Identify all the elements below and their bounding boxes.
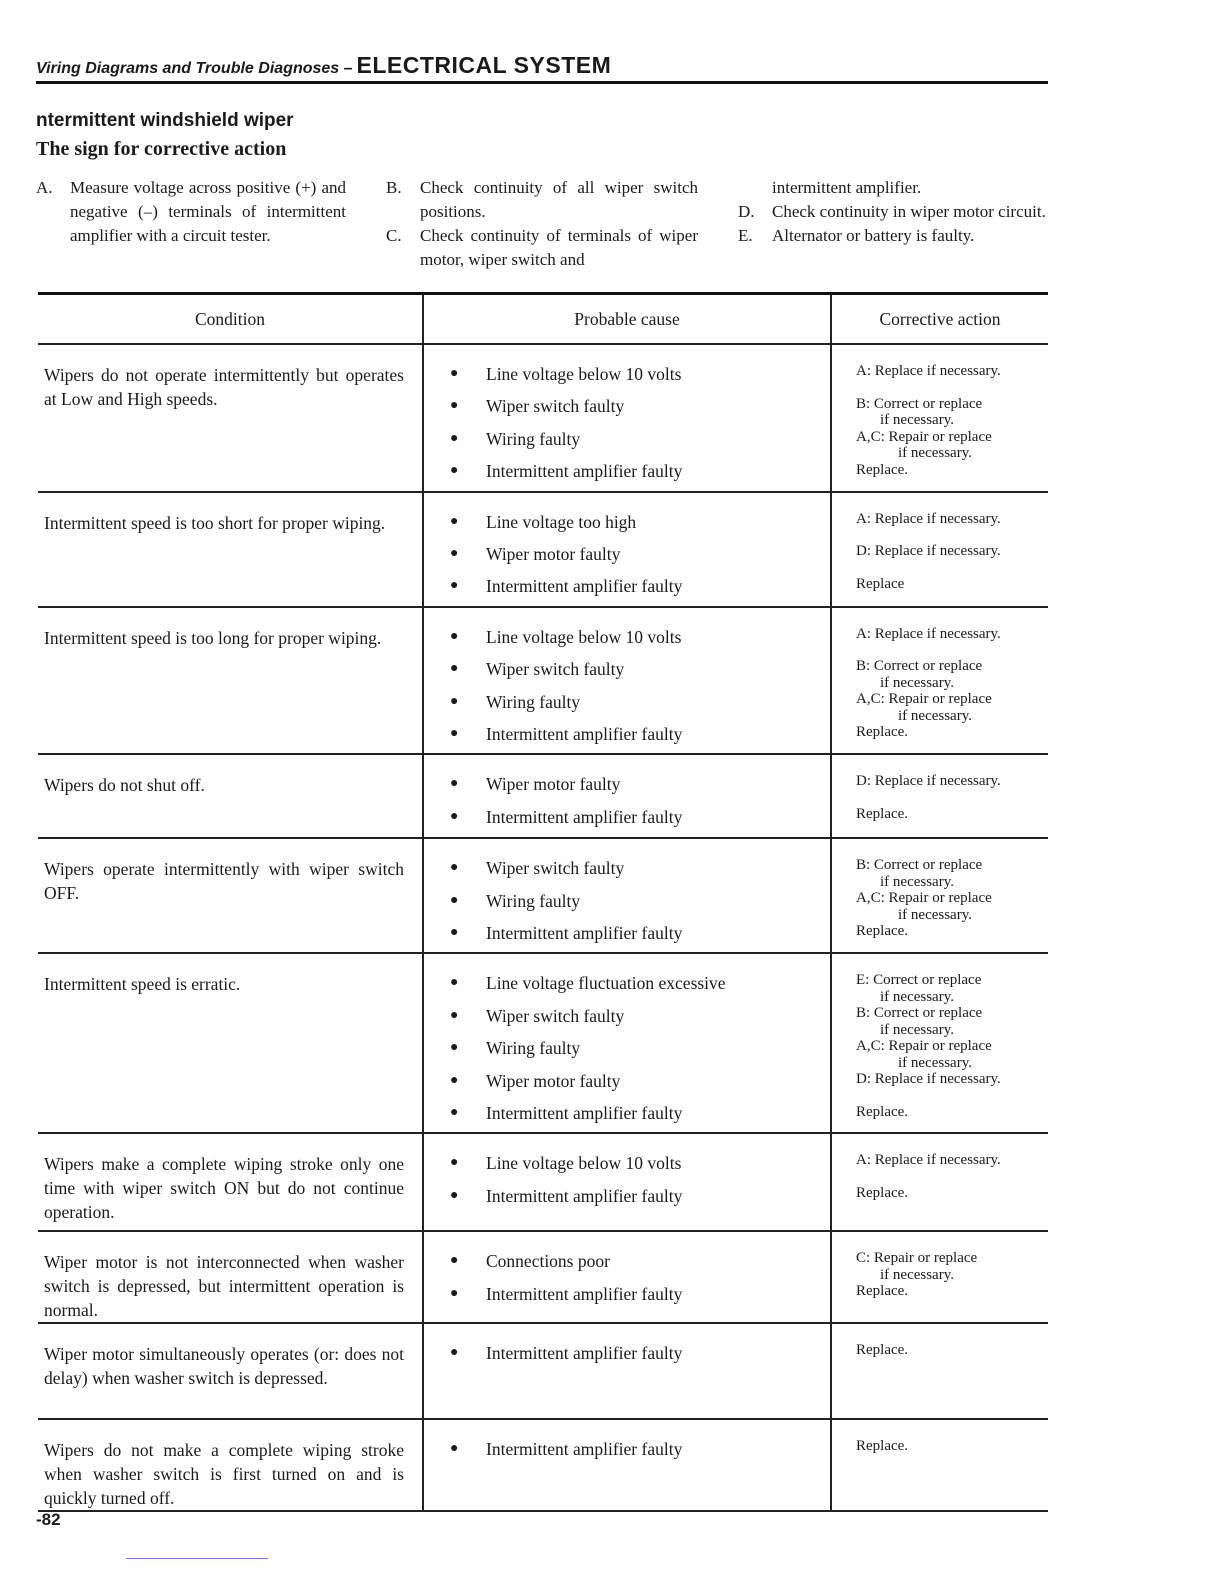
cause-list: [424, 1232, 830, 1313]
corrective-action-text: Replace.: [856, 1438, 909, 1455]
corrective-action-cell: [831, 607, 1048, 755]
cause-list: [424, 954, 830, 1132]
spacer: [856, 642, 1042, 658]
cause-text: Intermittent amplifier faulty: [486, 1103, 683, 1124]
cause-item: [450, 888, 830, 920]
corrective-action-cell: [831, 838, 1048, 953]
corrective-action-text: D: Replace if necessary.: [856, 543, 1001, 560]
column-header-corrective-action: Corrective action: [831, 294, 1048, 345]
bullet-icon: ●: [450, 1040, 459, 1056]
condition-cell: [38, 607, 423, 755]
cause-item: [450, 1183, 830, 1215]
bullet-icon: ●: [450, 1187, 459, 1203]
cause-text: Intermittent amplifier faulty: [486, 1185, 683, 1206]
legend-item-a: A. Measure voltage across positive (+) and negative (–) terminals of intermittent amplifier with a circuit tester.: [36, 178, 346, 245]
table-row: [38, 1133, 1048, 1231]
cause-item: [450, 624, 830, 656]
corrective-action-cell: [831, 344, 1048, 492]
table-row: [38, 492, 1048, 607]
probable-cause-cell: [423, 1323, 831, 1419]
cause-item: [450, 804, 830, 836]
bullet-icon: ●: [450, 1285, 459, 1301]
corrective-action-text: Replace.: [856, 1103, 909, 1120]
cause-item: [450, 426, 830, 458]
cause-item: [450, 541, 830, 573]
corrective-action-cell: [831, 1323, 1048, 1419]
bullet-icon: ●: [450, 860, 459, 876]
corrective-action-text: D: Replace if necessary.: [856, 1071, 1001, 1088]
corrective-action-cell: [831, 1133, 1048, 1231]
bullet-icon: ●: [450, 578, 459, 594]
cause-text: Wiring faulty: [486, 1038, 581, 1059]
bullet-icon: ●: [450, 925, 459, 941]
cause-text: Wiper motor faulty: [486, 543, 621, 564]
cause-list: [424, 1134, 830, 1215]
condition-cell: [38, 492, 423, 607]
legend-item-c: C. Check continuity of terminals of wiper motor, wiper switch and: [386, 226, 698, 269]
bullet-icon: ●: [450, 661, 459, 677]
condition-cell: [38, 953, 423, 1133]
cause-item: [450, 970, 830, 1002]
cause-text: Line voltage below 10 volts: [486, 626, 682, 647]
corrective-action-text: B: Correct or replace: [856, 1005, 983, 1022]
bullet-icon: ●: [450, 693, 459, 709]
corrective-action-text: if necessary.: [898, 906, 972, 923]
corrective-action-text: Replace.: [856, 1283, 909, 1300]
spacer: [856, 527, 1042, 543]
corrective-action-text: if necessary.: [880, 1021, 954, 1038]
condition-cell: [38, 1133, 423, 1231]
cause-item: [450, 721, 830, 753]
cause-text: Intermittent amplifier faulty: [486, 923, 683, 944]
trouble-diagnosis-table: [38, 292, 1048, 1512]
cause-text: Wiring faulty: [486, 428, 581, 449]
cause-list: [424, 839, 830, 952]
table-row: [38, 953, 1048, 1133]
table-row: [38, 1323, 1048, 1419]
condition-text: Wipers do not make a complete wiping stroke when washer switch is first turned on and is quickly turned off.: [44, 1440, 404, 1509]
cause-text: Wiring faulty: [486, 691, 581, 712]
cause-item: [450, 656, 830, 688]
cause-text: Connections poor: [486, 1251, 610, 1272]
page-number: -82: [36, 1510, 61, 1529]
condition-text: Wiper motor is not interconnected when washer switch is depressed, but intermittent operation is normal.: [44, 1252, 404, 1321]
bullet-icon: ●: [450, 628, 459, 644]
corrective-action-cell: [831, 1231, 1048, 1323]
condition-text: Wipers operate intermittently with wiper switch OFF.: [44, 859, 404, 904]
cause-text: Intermittent amplifier faulty: [486, 723, 683, 744]
legend-item-d: D. Check continuity in wiper motor circuit.: [738, 202, 1046, 221]
corrective-action-text: A,C: Repair or replace: [856, 890, 992, 907]
cause-text: Wiper motor faulty: [486, 774, 621, 795]
cause-item: [450, 1281, 830, 1313]
bullet-icon: ●: [450, 430, 459, 446]
cause-item: [450, 771, 830, 803]
bullet-icon: ●: [450, 892, 459, 908]
probable-cause-cell: [423, 344, 831, 492]
condition-cell: [38, 754, 423, 838]
condition-cell: [38, 1419, 423, 1511]
cause-item: [450, 855, 830, 887]
condition-cell: [38, 1231, 423, 1323]
corrective-action-text: E: Correct or replace: [856, 972, 982, 989]
corrective-action-cell: [831, 492, 1048, 607]
corrective-action-text: if necessary.: [898, 445, 972, 461]
corrective-action-text: C: Repair or replace: [856, 1250, 978, 1267]
spacer: [856, 380, 1042, 396]
cause-text: Wiring faulty: [486, 890, 581, 911]
corrective-action-text: B: Correct or replace: [856, 857, 983, 874]
probable-cause-cell: [423, 1133, 831, 1231]
corrective-action-text: A,C: Repair or replace: [856, 691, 992, 708]
cause-list: [424, 345, 830, 491]
cause-text: Wiper switch faulty: [486, 396, 625, 417]
cause-text: Line voltage below 10 volts: [486, 1153, 682, 1174]
condition-text: Intermittent speed is erratic.: [44, 974, 241, 995]
cause-list: [424, 755, 830, 836]
legend-item-e: E. Alternator or battery is faulty.: [738, 226, 975, 245]
section-title: ntermittent windshield wiper: [36, 110, 294, 131]
cause-text: Intermittent amplifier faulty: [486, 1439, 683, 1460]
probable-cause-cell: [423, 754, 831, 838]
column-header-probable-cause: Probable cause: [423, 294, 831, 345]
cause-text: Wiper switch faulty: [486, 659, 625, 680]
cause-item: [450, 1035, 830, 1067]
cause-list: [424, 608, 830, 754]
corrective-action-text: Replace.: [856, 923, 909, 940]
probable-cause-cell: [423, 953, 831, 1133]
cause-item: [450, 1436, 830, 1468]
column-header-condition: Condition: [38, 294, 423, 345]
bullet-icon: ●: [450, 1345, 459, 1361]
cause-text: Intermittent amplifier faulty: [486, 461, 683, 482]
cause-text: Intermittent amplifier faulty: [486, 1283, 683, 1304]
condition-text: Wipers do not shut off.: [44, 775, 205, 796]
section-subtitle: The sign for corrective action: [36, 138, 287, 160]
table-row: [38, 754, 1048, 838]
probable-cause-cell: [423, 1231, 831, 1323]
bullet-icon: ●: [450, 975, 459, 991]
cause-item: [450, 1340, 830, 1372]
cause-item: [450, 689, 830, 721]
bullet-icon: ●: [450, 366, 459, 381]
header-section: Viring Diagrams and Trouble Diagnoses –: [36, 60, 353, 77]
condition-text: Intermittent speed is too long for proper wiping.: [44, 627, 382, 648]
corrective-action-text: Replace.: [856, 461, 909, 478]
cause-item: [450, 1068, 830, 1100]
bullet-icon: ●: [450, 1007, 459, 1023]
corrective-action-text: A: Replace if necessary.: [856, 625, 1001, 642]
condition-cell: [38, 1323, 423, 1419]
cause-item: [450, 573, 830, 605]
corrective-action-text: Replace.: [856, 1342, 909, 1359]
spacer: [856, 790, 1042, 806]
corrective-action-legend: [36, 176, 1050, 276]
corrective-action-text: A,C: Repair or replace: [856, 1038, 992, 1055]
probable-cause-cell: [423, 838, 831, 953]
bullet-icon: ●: [450, 1072, 459, 1088]
corrective-action-text: D: Replace if necessary.: [856, 773, 1001, 790]
spacer: [856, 560, 1042, 576]
cause-item: [450, 509, 830, 541]
table-row: [38, 1419, 1048, 1511]
corrective-action-text: Replace: [856, 575, 905, 592]
corrective-action-text: if necessary.: [880, 988, 954, 1005]
cause-text: Line voltage below 10 volts: [486, 364, 682, 384]
bullet-icon: ●: [450, 776, 459, 792]
header-system: ELECTRICAL SYSTEM: [356, 52, 612, 78]
cause-item: [450, 361, 830, 393]
condition-text: Intermittent speed is too short for proper wiping.: [44, 512, 386, 533]
probable-cause-cell: [423, 492, 831, 607]
condition-cell: [38, 344, 423, 492]
probable-cause-cell: [423, 607, 831, 755]
condition-cell: [38, 838, 423, 953]
corrective-action-text: if necessary.: [880, 674, 954, 691]
corrective-action-text: if necessary.: [898, 707, 972, 724]
bullet-icon: ●: [450, 513, 459, 529]
corrective-action-text: A: Replace if necessary.: [856, 1152, 1001, 1169]
cause-list: [424, 1420, 830, 1468]
cause-item: [450, 920, 830, 952]
bullet-icon: ●: [450, 808, 459, 824]
cause-list: [424, 1324, 830, 1372]
corrective-action-text: A: Replace if necessary.: [856, 510, 1001, 527]
table-row: [38, 838, 1048, 953]
page-header: [36, 52, 1048, 84]
corrective-action-cell: [831, 1419, 1048, 1511]
legend-item-b: B. Check continuity of all wiper switch positions.: [386, 178, 698, 221]
cause-item: [450, 1003, 830, 1035]
bullet-icon: ●: [450, 1253, 459, 1269]
probable-cause-cell: [423, 1419, 831, 1511]
corrective-action-text: if necessary.: [880, 873, 954, 890]
table-row: [38, 344, 1048, 492]
cause-text: Line voltage fluctuation excessive: [486, 973, 726, 994]
cause-text: Intermittent amplifier faulty: [486, 1343, 683, 1364]
spacer: [856, 1169, 1042, 1185]
legend-item-c-continued: intermittent amplifier.: [772, 178, 922, 197]
cause-text: Wiper motor faulty: [486, 1070, 621, 1091]
bullet-icon: ●: [450, 463, 459, 479]
cause-text: Wiper switch faulty: [486, 1005, 625, 1026]
cause-text: Wiper switch faulty: [486, 858, 625, 879]
table-row: [38, 607, 1048, 755]
corrective-action-text: B: Correct or replace: [856, 395, 983, 412]
bullet-icon: ●: [450, 1155, 459, 1171]
cause-text: Intermittent amplifier faulty: [486, 806, 683, 827]
bullet-icon: ●: [450, 398, 459, 414]
corrective-action-cell: [831, 754, 1048, 838]
cause-text: Intermittent amplifier faulty: [486, 576, 683, 597]
condition-text: Wipers do not operate intermittently but operates at Low and High speeds.: [44, 365, 404, 409]
corrective-action-text: Replace.: [856, 1184, 909, 1201]
bullet-icon: ●: [450, 545, 459, 561]
corrective-action-text: if necessary.: [898, 1054, 972, 1071]
bullet-icon: ●: [450, 1105, 459, 1121]
cause-item: [450, 1100, 830, 1132]
cause-text: Line voltage too high: [486, 511, 637, 532]
corrective-action-text: A,C: Repair or replace: [856, 428, 992, 445]
corrective-action-text: B: Correct or replace: [856, 658, 983, 675]
cause-item: [450, 1248, 830, 1280]
corrective-action-cell: [831, 953, 1048, 1133]
corrective-action-text: if necessary.: [880, 1266, 954, 1283]
corrective-action-text: A: Replace if necessary.: [856, 363, 1001, 379]
corrective-action-text: Replace.: [856, 805, 909, 822]
bullet-icon: ●: [450, 725, 459, 741]
corrective-action-text: if necessary.: [880, 412, 954, 428]
table-row: [38, 1231, 1048, 1323]
cause-item: [450, 458, 830, 490]
footer-rule: [126, 1558, 268, 1559]
bullet-icon: ●: [450, 1441, 459, 1457]
spacer: [856, 1088, 1042, 1104]
cause-item: [450, 393, 830, 425]
condition-text: Wipers make a complete wiping stroke only one time with wiper switch ON but do not continue operation.: [44, 1154, 404, 1223]
cause-list: [424, 493, 830, 606]
corrective-action-text: Replace.: [856, 724, 909, 741]
condition-text: Wiper motor simultaneously operates (or: does not delay) when washer switch is depressed.: [44, 1344, 404, 1389]
cause-item: [450, 1150, 830, 1182]
table-header-row: [38, 294, 1048, 345]
